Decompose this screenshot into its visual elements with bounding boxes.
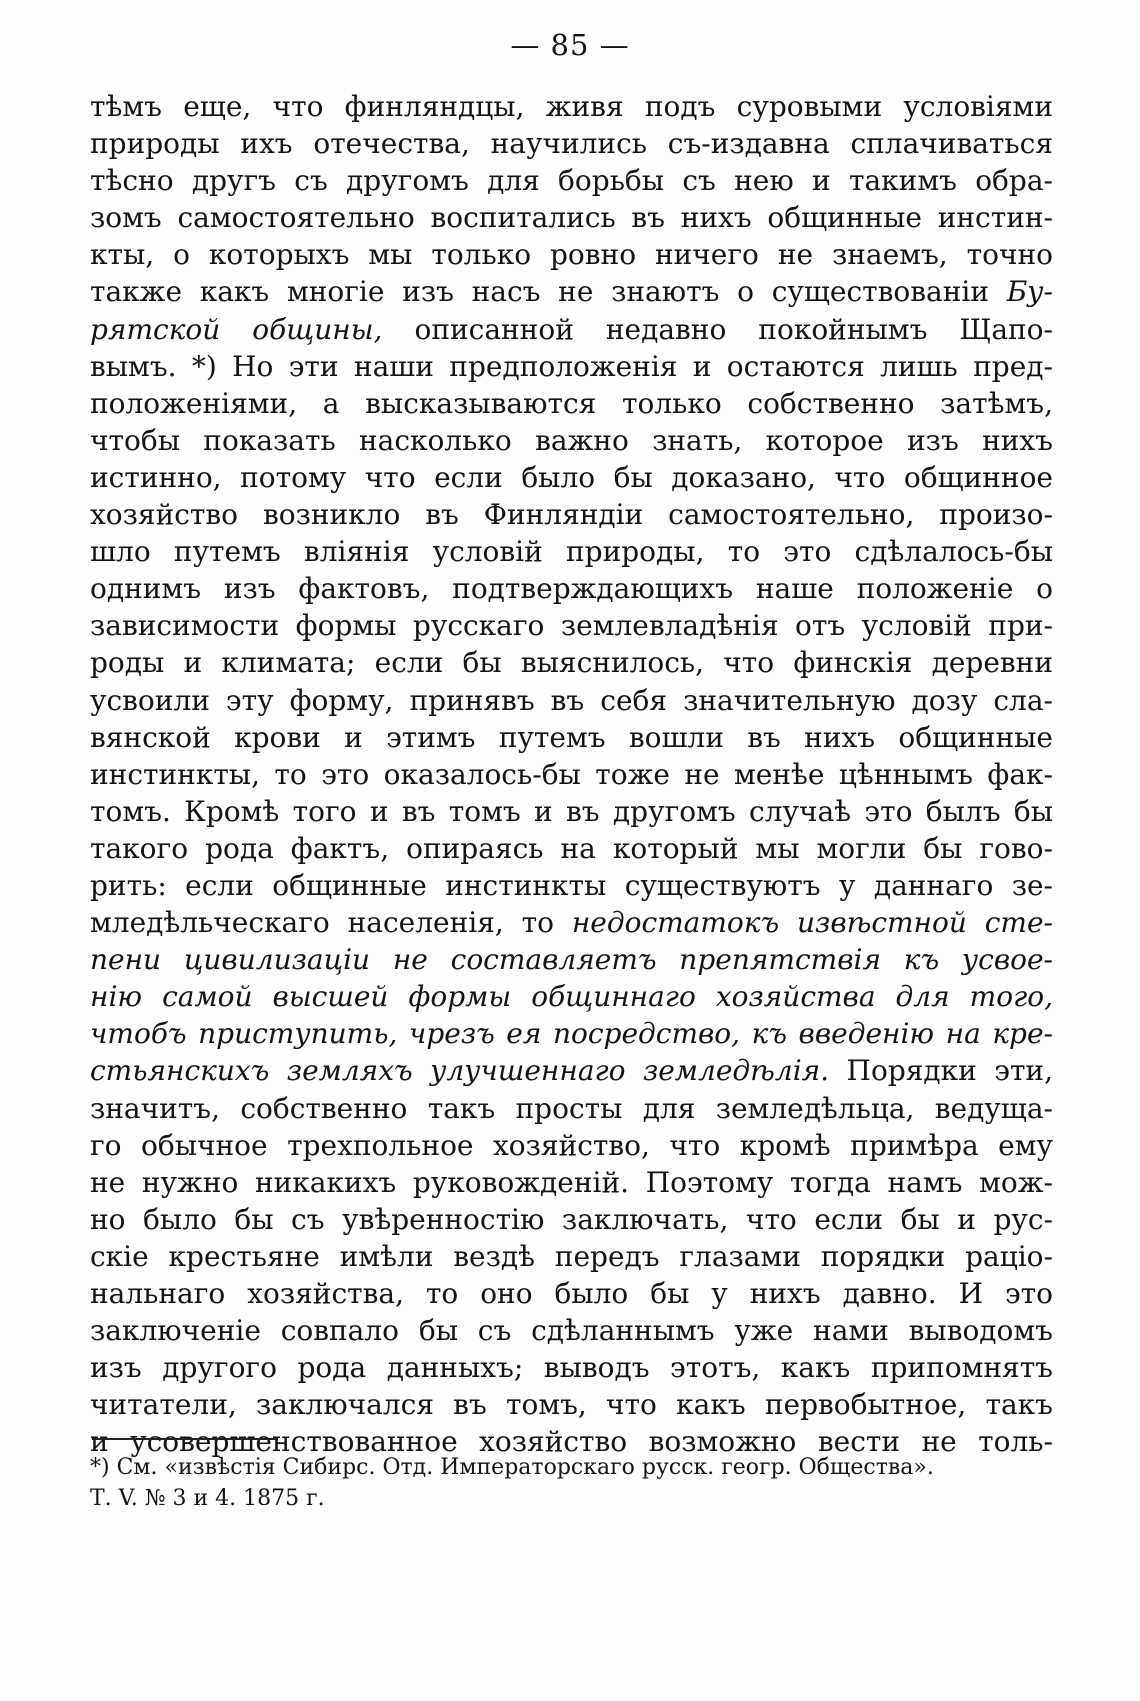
- text-segment: описанной недавно покойнымъ Щапо-: [382, 312, 1053, 346]
- text-line: [90, 1238, 1053, 1275]
- text-line: [90, 978, 1053, 1015]
- text-line: [90, 719, 1053, 756]
- text-segment: тѣмъ еще, что финляндцы, живя подъ суровыми условіями: [90, 90, 1053, 123]
- text-segment: изъ другого рода данныхъ; выводъ этотъ, какъ припомнятъ: [90, 1351, 1053, 1385]
- text-segment: зависимости формы русскаго землевладѣнія отъ условій при-: [90, 609, 1053, 643]
- text-segment: вянской крови и этимъ путемъ вошли въ нихъ общинные: [90, 720, 1053, 754]
- text-line: [90, 162, 1053, 199]
- text-line: [90, 1201, 1053, 1238]
- body-text: [90, 88, 1053, 1460]
- text-segment: также какъ многіе изъ насъ не знаютъ о существованіи: [90, 275, 1007, 309]
- text-segment: шло путемъ вліянія условій природы, то это сдѣлалось-бы: [90, 535, 1053, 569]
- text-line: [90, 199, 1053, 236]
- text-line: [90, 422, 1053, 459]
- text-segment: роды и климата; если бы выяснилось, что финскія деревни: [90, 646, 1053, 680]
- italic-segment: стьянскихъ земляхъ улучшеннаго земледѣлія.: [90, 1054, 830, 1088]
- text-line: [90, 682, 1053, 719]
- footnote-line: *) См. «извѣстія Сибирс. Отд. Императорскаго русск. геогр. Общества».: [90, 1455, 934, 1480]
- text-segment: не нужно никакихъ руковожденій. Поэтому тогда намъ мож-: [90, 1165, 1053, 1199]
- text-segment: Порядки эти,: [829, 1054, 1053, 1088]
- italic-segment: рятской общины,: [90, 312, 383, 346]
- text-line: [90, 1090, 1053, 1127]
- text-line: [90, 644, 1053, 681]
- text-segment: скіе крестьяне имѣли вездѣ передъ глазами порядки раціо-: [90, 1239, 1053, 1273]
- text-line: [90, 1349, 1053, 1386]
- text-line: [90, 570, 1053, 607]
- text-segment: природы ихъ отечества, научились съ-издавна сплачиваться: [90, 127, 1053, 161]
- footnote: [90, 1452, 1050, 1514]
- text-segment: однимъ изъ фактовъ, подтверждающихъ наше положеніе о: [90, 572, 1053, 606]
- text-line: [90, 830, 1053, 867]
- text-line: [90, 904, 1053, 941]
- italic-segment: чтобъ приступить, чрезъ ея посредство, къ введенію на кре-: [90, 1017, 1053, 1051]
- italic-segment: пени цивилизаціи не составляетъ препятствія къ усвое-: [90, 943, 1053, 977]
- text-line: [90, 607, 1053, 644]
- text-line: [90, 459, 1053, 496]
- text-line: [90, 1052, 1053, 1089]
- text-line: [90, 793, 1053, 830]
- text-segment: нальнаго хозяйства, то оно было бы у нихъ давно. И это: [90, 1277, 1053, 1310]
- text-segment: чтобы показать насколько важно знать, которое изъ нихъ: [90, 423, 1053, 457]
- text-line: [90, 385, 1053, 422]
- text-line: [90, 1275, 1053, 1312]
- italic-segment: Бу-: [1006, 275, 1053, 309]
- text-segment: зомъ самостоятельно воспитались въ нихъ общинные инстин-: [90, 201, 1053, 235]
- text-line: [90, 88, 1053, 125]
- text-line: [90, 1386, 1053, 1423]
- text-segment: читатели, заключался въ томъ, что какъ первобытное, такъ: [90, 1388, 1053, 1422]
- text-line: [90, 273, 1053, 310]
- text-segment: и усовершенствованное хозяйство возможно вести не толь-: [90, 1425, 1053, 1459]
- text-line: [90, 1312, 1053, 1349]
- text-segment: положеніями, а высказываются только собственно затѣмъ,: [90, 386, 1053, 420]
- page-number: — 85 —: [510, 28, 630, 62]
- text-line: [90, 1164, 1053, 1201]
- text-line: [90, 236, 1053, 273]
- text-segment: но было бы съ увѣренностію заключать, что если бы и рус-: [90, 1202, 1053, 1236]
- italic-segment: недостатокъ извѣстной сте-: [571, 906, 1053, 940]
- text-segment: такого рода фактъ, опираясь на который мы могли бы гово-: [90, 831, 1053, 865]
- text-line: [90, 125, 1053, 162]
- text-line: [90, 1127, 1053, 1164]
- text-segment: мледѣльческаго населенія, то: [90, 906, 572, 940]
- text-line: [90, 1015, 1053, 1052]
- text-segment: томъ. Кромѣ того и въ томъ и въ другомъ случаѣ это былъ бы: [90, 794, 1053, 828]
- footnote-line: Т. V. № 3 и 4. 1875 г.: [90, 1486, 325, 1511]
- text-line: [90, 348, 1053, 385]
- footnote-divider: [92, 1438, 278, 1440]
- text-segment: кты, о которыхъ мы только ровно ничего не знаемъ, точно: [90, 238, 1053, 272]
- text-segment: истинно, потому что если было бы доказано, что общинное: [90, 460, 1053, 494]
- text-line: [90, 756, 1053, 793]
- text-line: [90, 311, 1053, 348]
- text-segment: рить: если общинные инстинкты существуютъ у даннаго зе-: [90, 868, 1053, 902]
- text-segment: вымъ. *) Но эти наши предположенія и остаются лишь пред-: [90, 349, 1053, 383]
- text-line: [90, 941, 1053, 978]
- text-line: [90, 867, 1053, 904]
- text-segment: заключеніе совпало бы съ сдѣланнымъ уже нами выводомъ: [90, 1314, 1053, 1348]
- text-segment: тѣсно другъ съ другомъ для борьбы съ нею и такимъ обра-: [90, 164, 1053, 198]
- text-segment: значитъ, собственно такъ просты для земледѣльца, ведуща-: [90, 1091, 1053, 1125]
- text-segment: хозяйство возникло въ Финляндіи самостоятельно, произо-: [90, 498, 1053, 532]
- text-segment: го обычное трехпольное хозяйство, что кромѣ примѣра ему: [90, 1128, 1053, 1162]
- text-line: [90, 533, 1053, 570]
- text-segment: усвоили эту форму, принявъ въ себя значительную дозу сла-: [90, 683, 1053, 717]
- text-segment: инстинкты, то это оказалось-бы тоже не менѣе цѣннымъ фак-: [90, 757, 1053, 791]
- text-line: [90, 496, 1053, 533]
- italic-segment: нію самой высшей формы общиннаго хозяйства для того,: [90, 980, 1053, 1014]
